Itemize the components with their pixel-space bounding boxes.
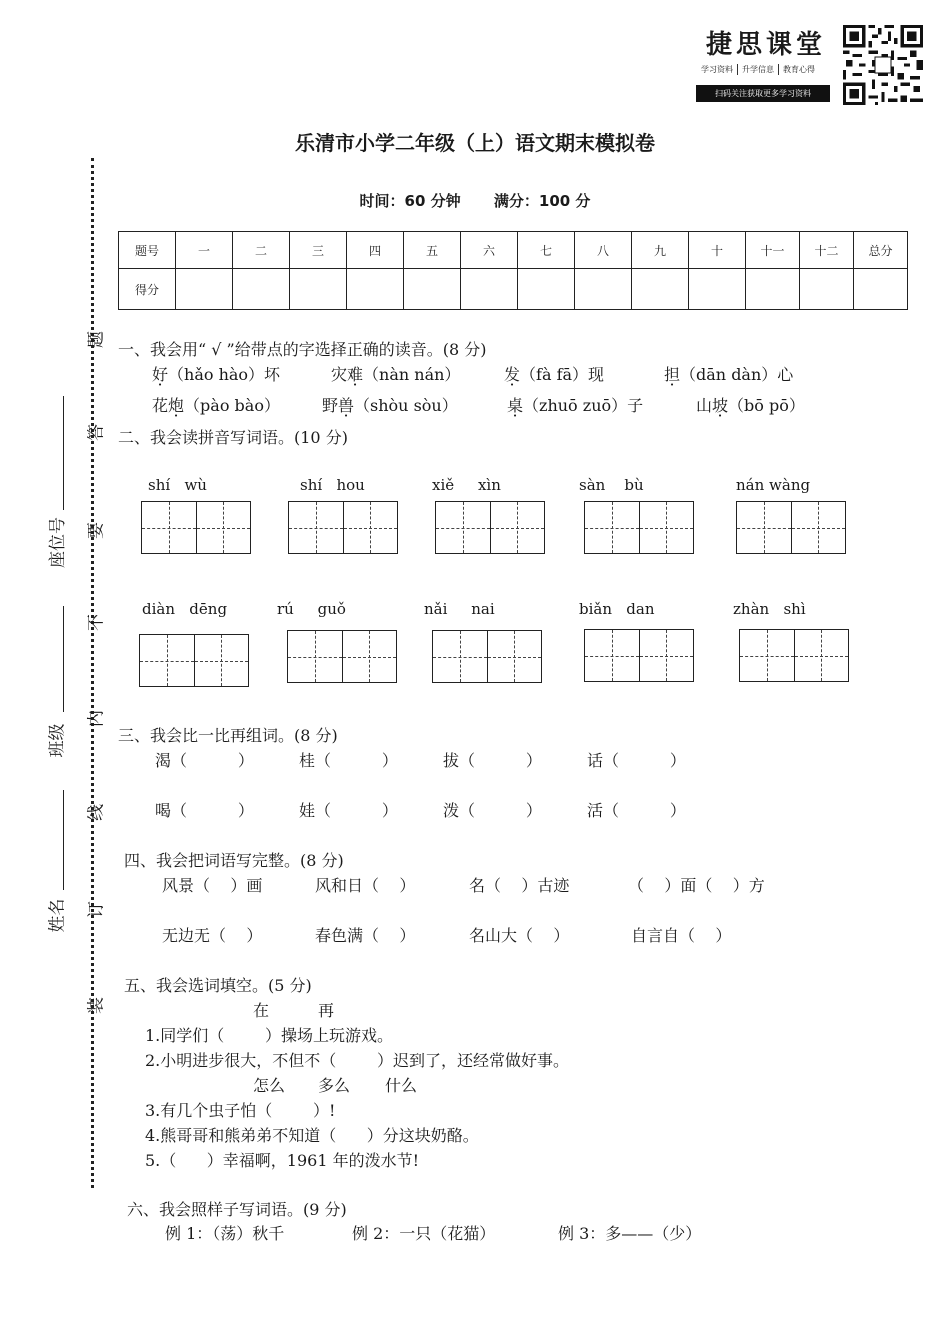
idiom-item[interactable]: 风景（ ）画 (162, 876, 263, 895)
dotted-char: 担 (664, 365, 681, 384)
score-header-cell: 三 (290, 232, 347, 269)
margin-warning-char: 题 (86, 331, 107, 348)
section1-item (152, 362, 280, 385)
exam-time: 时间：60 分钟 (359, 192, 461, 210)
plain-char: 野 (322, 396, 339, 415)
dotted-char: 兽 (338, 396, 355, 415)
score-table-header-row (119, 232, 908, 269)
section3-title: 三、我会比一比再组词。(8 分) (118, 726, 338, 745)
word-choice: 多么 (318, 1076, 351, 1095)
example-item: 例 1：（荡）秋千 (165, 1224, 285, 1243)
fill-question[interactable]: 1.同学们（ ）操场上玩游戏。 (145, 1026, 393, 1045)
margin-warning-char: 要 (86, 522, 107, 539)
idiom-item[interactable]: 名山大（ ） (469, 926, 570, 945)
dotted-char: 桌 (507, 396, 524, 415)
idiom-item[interactable]: 自言自（ ） (631, 926, 732, 945)
pinyin-choice[interactable]: （shòu sòu） (354, 396, 458, 415)
score-cell[interactable] (575, 269, 632, 310)
compare-item[interactable]: 渴（ ） (155, 751, 254, 770)
seat-number-blank[interactable] (63, 396, 64, 510)
compare-item[interactable]: 活（ ） (587, 801, 686, 820)
example-item: 例 2：一只（花猫） (352, 1224, 496, 1243)
tian-grid[interactable] (141, 501, 251, 554)
dotted-char: 难 (347, 365, 364, 384)
brand-tag: 升学信息 (738, 64, 779, 75)
class-label: 班级 (47, 723, 68, 758)
qr-code-icon (843, 25, 923, 105)
tian-grid[interactable] (435, 501, 545, 554)
section1-item (152, 393, 280, 416)
binding-dotted-line (91, 158, 94, 1188)
score-header-cell: 五 (404, 232, 461, 269)
score-header-cell: 题号 (119, 232, 176, 269)
pinyin-label: shí hou (300, 476, 365, 494)
score-cell[interactable] (176, 269, 233, 310)
compare-item[interactable]: 桂（ ） (299, 751, 398, 770)
section6-title: 六、我会照样子写词语。(9 分) (127, 1200, 347, 1219)
score-header-cell: 一 (176, 232, 233, 269)
margin-warning-char: 内 (86, 710, 107, 727)
pinyin-choice[interactable]: （nàn nán） (363, 365, 461, 384)
fill-question[interactable]: 2.小明进步很大，不但不（ ）迟到了，还经常做好事。 (145, 1051, 569, 1070)
score-cell[interactable] (404, 269, 461, 310)
idiom-item[interactable]: 春色满（ ） (315, 926, 416, 945)
name-blank[interactable] (63, 790, 64, 890)
score-cell[interactable] (461, 269, 518, 310)
plain-char: 山 (696, 396, 713, 415)
compare-item[interactable]: 娃（ ） (299, 801, 398, 820)
section1-title: 一、我会用“ √ ”给带点的字选择正确的读音。(8 分) (118, 340, 487, 359)
brand-tags (697, 64, 819, 75)
section4-title: 四、我会把词语写完整。(8 分) (124, 851, 344, 870)
class-blank[interactable] (63, 606, 64, 712)
score-cell[interactable] (233, 269, 290, 310)
fill-question[interactable]: 4.熊哥哥和熊弟弟不知道（ ）分这块奶酪。 (145, 1126, 479, 1145)
idiom-item[interactable]: （ ）面（ ）方 (628, 876, 765, 895)
tian-grid[interactable] (139, 634, 249, 687)
score-header-cell: 十一 (746, 232, 800, 269)
tian-grid[interactable] (432, 630, 542, 683)
margin-warning-char: 线 (86, 804, 107, 821)
score-cell[interactable] (290, 269, 347, 310)
pinyin-choice[interactable]: （zhuō zuō）子 (523, 396, 644, 415)
score-cell[interactable] (518, 269, 575, 310)
pinyin-label: xiě xìn (432, 476, 501, 494)
tian-grid[interactable] (288, 501, 398, 554)
pinyin-label: nán wàng (736, 476, 811, 494)
exam-info (0, 190, 950, 211)
pinyin-label: rú guǒ (277, 600, 346, 618)
pinyin-choice[interactable]: （hǎo hào）坏 (168, 365, 281, 384)
score-cell[interactable] (632, 269, 689, 310)
section1-item (322, 393, 458, 416)
word-choice: 什么 (385, 1076, 418, 1095)
section1-item (507, 393, 643, 416)
margin-warning-char: 订 (86, 901, 107, 918)
pinyin-label: biǎn dan (579, 600, 655, 618)
pinyin-label: nǎi nai (424, 600, 495, 618)
exam-full-score: 满分：100 分 (493, 192, 591, 210)
score-cell[interactable] (347, 269, 404, 310)
score-row-label: 得分 (119, 269, 176, 310)
score-header-cell: 十 (689, 232, 746, 269)
margin-warning-char: 装 (86, 997, 107, 1014)
score-header-cell: 六 (461, 232, 518, 269)
idiom-item[interactable]: 无边无（ ） (162, 926, 263, 945)
idiom-item[interactable]: 风和日（ ） (315, 876, 416, 895)
score-header-cell: 四 (347, 232, 404, 269)
margin-warning-char: 答 (86, 424, 107, 441)
score-header-cell: 九 (632, 232, 689, 269)
idiom-item[interactable]: 名（ ）古迹 (469, 876, 570, 895)
compare-item[interactable]: 拔（ ） (443, 751, 542, 770)
score-header-cell: 总分 (854, 232, 908, 269)
plain-char: 灾 (331, 365, 348, 384)
fill-question[interactable]: 5.（ ）幸福啊，1961 年的泼水节! (145, 1151, 420, 1170)
plain-char: 花 (152, 396, 169, 415)
score-cell[interactable] (854, 269, 908, 310)
tian-grid[interactable] (736, 501, 846, 554)
dotted-char: 好 (152, 365, 169, 384)
section2-title: 二、我会读拼音写词语。(10 分) (118, 428, 348, 447)
example-item: 例 3：多——（少） (558, 1224, 702, 1243)
pinyin-choice[interactable]: （fà fā）现 (520, 365, 605, 384)
score-cell[interactable] (689, 269, 746, 310)
tian-grid[interactable] (584, 501, 694, 554)
score-header-cell: 八 (575, 232, 632, 269)
score-cell[interactable] (746, 269, 800, 310)
pinyin-choice[interactable]: （bō pō） (728, 396, 805, 415)
fill-question[interactable]: 3.有几个虫子怕（ ）! (145, 1101, 336, 1120)
tian-grid[interactable] (739, 629, 849, 682)
pinyin-choice[interactable]: （pào bào） (184, 396, 280, 415)
score-cell[interactable] (800, 269, 854, 310)
word-choice: 怎么 (253, 1076, 286, 1095)
dotted-char: 坡 (712, 396, 729, 415)
tian-grid[interactable] (584, 629, 694, 682)
compare-item[interactable]: 泼（ ） (443, 801, 542, 820)
section1-item (664, 362, 793, 385)
section5-title: 五、我会选词填空。(5 分) (124, 976, 312, 995)
pinyin-label: zhàn shì (733, 600, 806, 618)
brand-tag: 学习资料 (697, 64, 738, 75)
score-header-cell: 七 (518, 232, 575, 269)
section1-item (331, 362, 460, 385)
score-table (118, 231, 908, 310)
pinyin-label: shí wù (148, 476, 207, 494)
section1-item (696, 393, 805, 416)
brand-name: 捷思课堂 (706, 30, 827, 60)
pinyin-choice[interactable]: （dān dàn）心 (680, 365, 794, 384)
dotted-char: 炮 (168, 396, 185, 415)
seat-number-label: 座位号 (48, 517, 68, 568)
dotted-char: 发 (504, 365, 521, 384)
name-label: 姓名 (47, 898, 68, 933)
compare-item[interactable]: 喝（ ） (155, 801, 254, 820)
score-header-cell: 二 (233, 232, 290, 269)
brand-tag: 教育心得 (783, 65, 815, 74)
margin-warning-char: 不 (86, 614, 107, 631)
score-table-score-row (119, 269, 908, 310)
pinyin-label: sàn bù (579, 476, 644, 494)
section1-item (504, 362, 604, 385)
word-choice: 在 (253, 1001, 270, 1020)
tian-grid[interactable] (287, 630, 397, 683)
page-title: 乐清市小学二年级（上）语文期末模拟卷 (295, 131, 655, 155)
brand-banner: 扫码关注获取更多学习资料 (696, 85, 830, 102)
pinyin-label: diàn dēng (142, 600, 228, 618)
compare-item[interactable]: 话（ ） (587, 751, 686, 770)
score-header-cell: 十二 (800, 232, 854, 269)
word-choice: 再 (318, 1001, 335, 1020)
